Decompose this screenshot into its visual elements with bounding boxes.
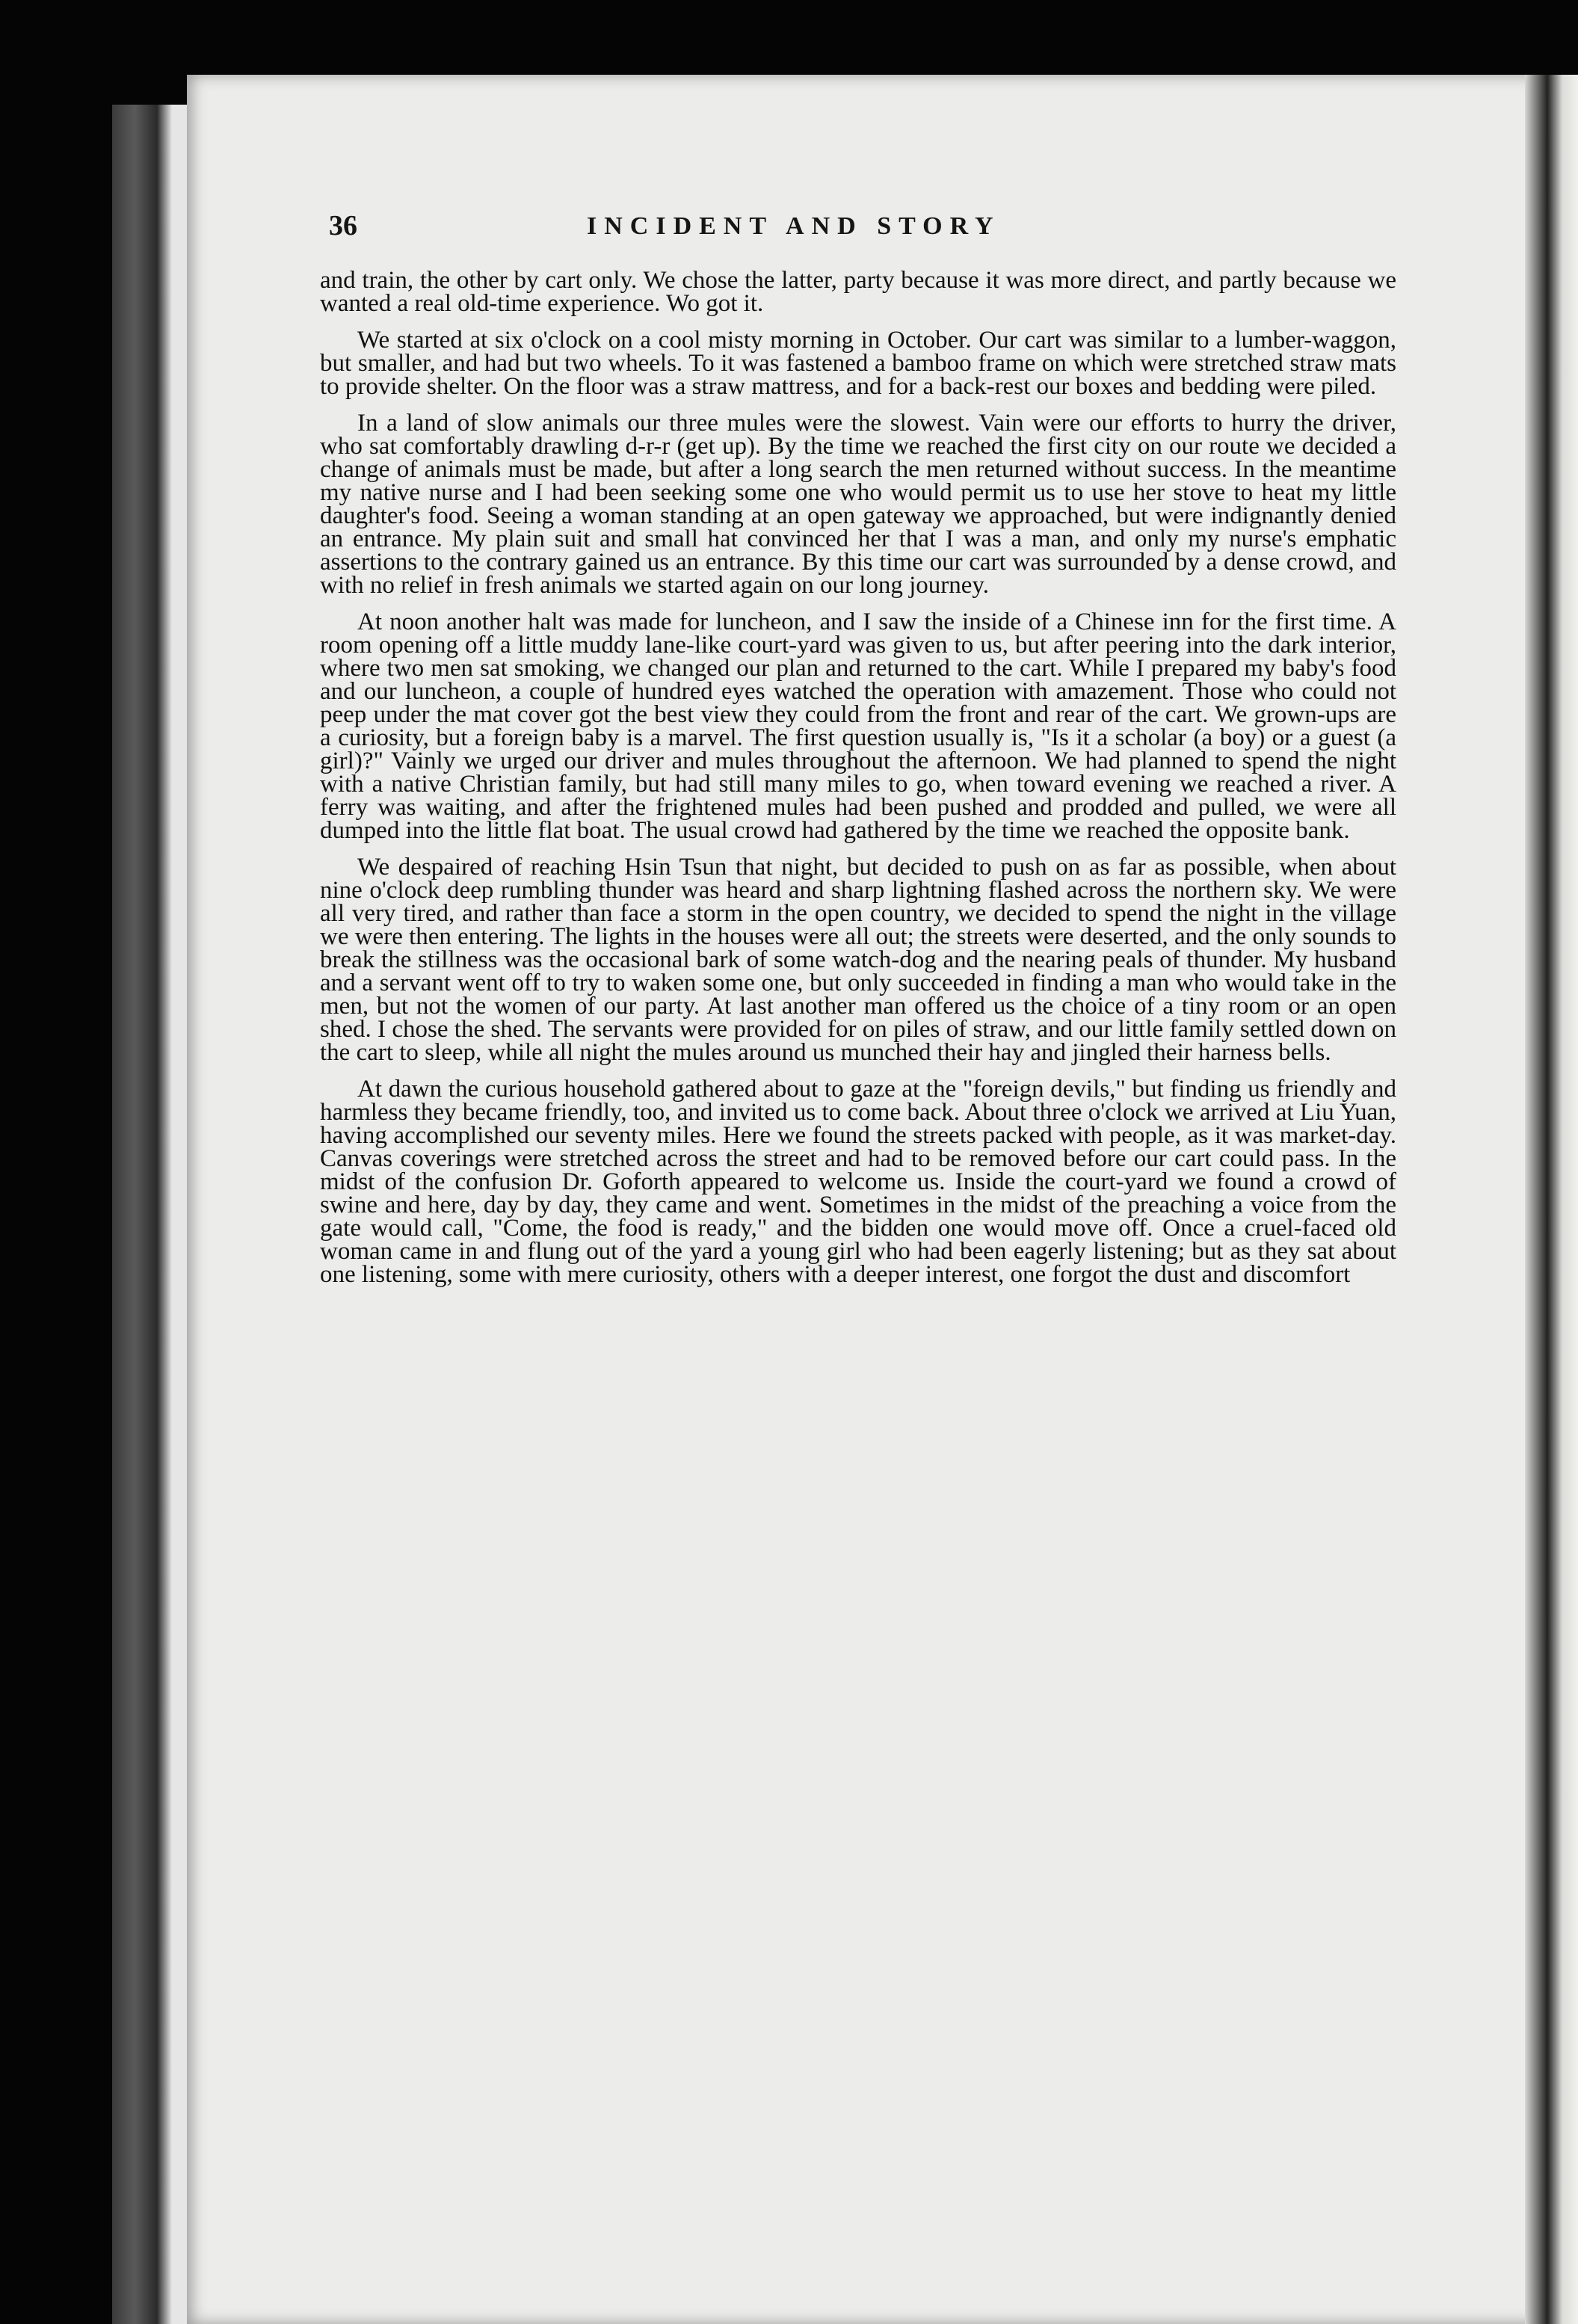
page-header [329, 209, 1405, 254]
paragraph-2: We started at six o'clock on a cool misty morning in October. Our cart was similar to a lumber-waggon, but smaller, and had but two wheels. To it was fastened a bamboo frame on which were stretched straw mats to provide shelter. On the floor was a straw mattress, and for a back-rest our boxes and bedding were piled. [320, 327, 1396, 400]
paragraph-6: At dawn the curious household gathered about to gaze at the "foreign devils," but finding us friendly and harmless they became friendly, too, and invited us to come back. About three o'clock we arrived at Liu Yuan, having accomplished our seventy miles. Here we found the streets packed with people, as it was market-day. Canvas coverings were stretched across the street and had to be removed before our cart could pass. In the midst of the confusion Dr. Goforth appeared to welcome us. Inside the court-yard we found a crowd of swine and here, day by day, they came and went. Sometimes in the midst of the preaching a voice from the gate would call, "Come, the food is ready," and the bidden one would move off. Once a cruel-faced old woman came in and flung out of the yard a young girl who had been eagerly listening; but as they sat about one listening, some with mere curiosity, others with a deeper interest, one forgot the dust and discomfort [320, 1076, 1396, 1288]
page-number: 36 [329, 210, 357, 241]
page-right-edge [1525, 75, 1578, 2324]
paragraph-1: and train, the other by cart only. We chose the latter, party because it was more direct, and partly because we wanted a real old-time experience. Wo got it. [320, 267, 1396, 317]
paragraph-4: At noon another halt was made for luncheon, and I saw the inside of a Chinese inn for the first time. A room opening off a little muddy lane-like court-yard was given to us, but after peering into the dark interior, where two men sat smoking, we changed our plan and returned to the cart. While I prepared my baby's food and our luncheon, a couple of hundred eyes watched the operation with amazement. Those who could not peep under the mat cover got the best view they could from the front and rear of the cart. We grown-ups are a curiosity, but a foreign baby is a marvel. The first question usually is, "Is it a scholar (a boy) or a guest (a girl)?" Vainly we urged our driver and mules throughout the afternoon. We had planned to spend the night with a native Christian family, but had still many miles to go, when toward evening we reached a river. A ferry was waiting, and after the frightened mules had been pushed and prodded and pulled, we were all dumped into the little flat boat. The usual crowd had gathered by the time we reached the opposite bank. [320, 608, 1396, 844]
body-text [320, 269, 1396, 1300]
paragraph-5: We despaired of reaching Hsin Tsun that night, but decided to push on as far as possible, when about nine o'clock deep rumbling thunder was heard and sharp lightning flashed across the northern sky. We were all very tired, and rather than face a storm in the open country, we decided to spend the night in the village we were then entering. The lights in the houses were all out; the streets were deserted, and the only sounds to break the stillness was the occasional bark of some watch-dog and the nearing peals of thunder. My husband and a servant went off to try to waken some one, but only succeeded in finding a man who would take in the men, but not the women of our party. At last another man offered us the choice of a tiny room or an open shed. I chose the shed. The servants were provided for on piles of straw, and our little family settled down on the cart to sleep, while all night the mules around us munched their hay and jingled their harness bells. [320, 854, 1396, 1066]
running-title: INCIDENT AND STORY [587, 212, 1001, 240]
paragraph-3: In a land of slow animals our three mules were the slowest. Vain were our efforts to hurry the driver, who sat comfortably drawling d-r-r (get up). By the time we reached the first city on our route we decided a change of animals must be made, but after a long search the men returned without success. In the meantime my native nurse and I had been seeking some one who would permit us to use her stove to heat my little daughter's food. Seeing a woman standing at an open gateway we approached, but were indignantly denied an entrance. My plain suit and small hat convinced her that I was a man, and only my nurse's emphatic assertions to the contrary gained us an entrance. By this time our cart was surrounded by a dense crowd, and with no relief in fresh animals we started again on our long journey. [320, 410, 1396, 599]
